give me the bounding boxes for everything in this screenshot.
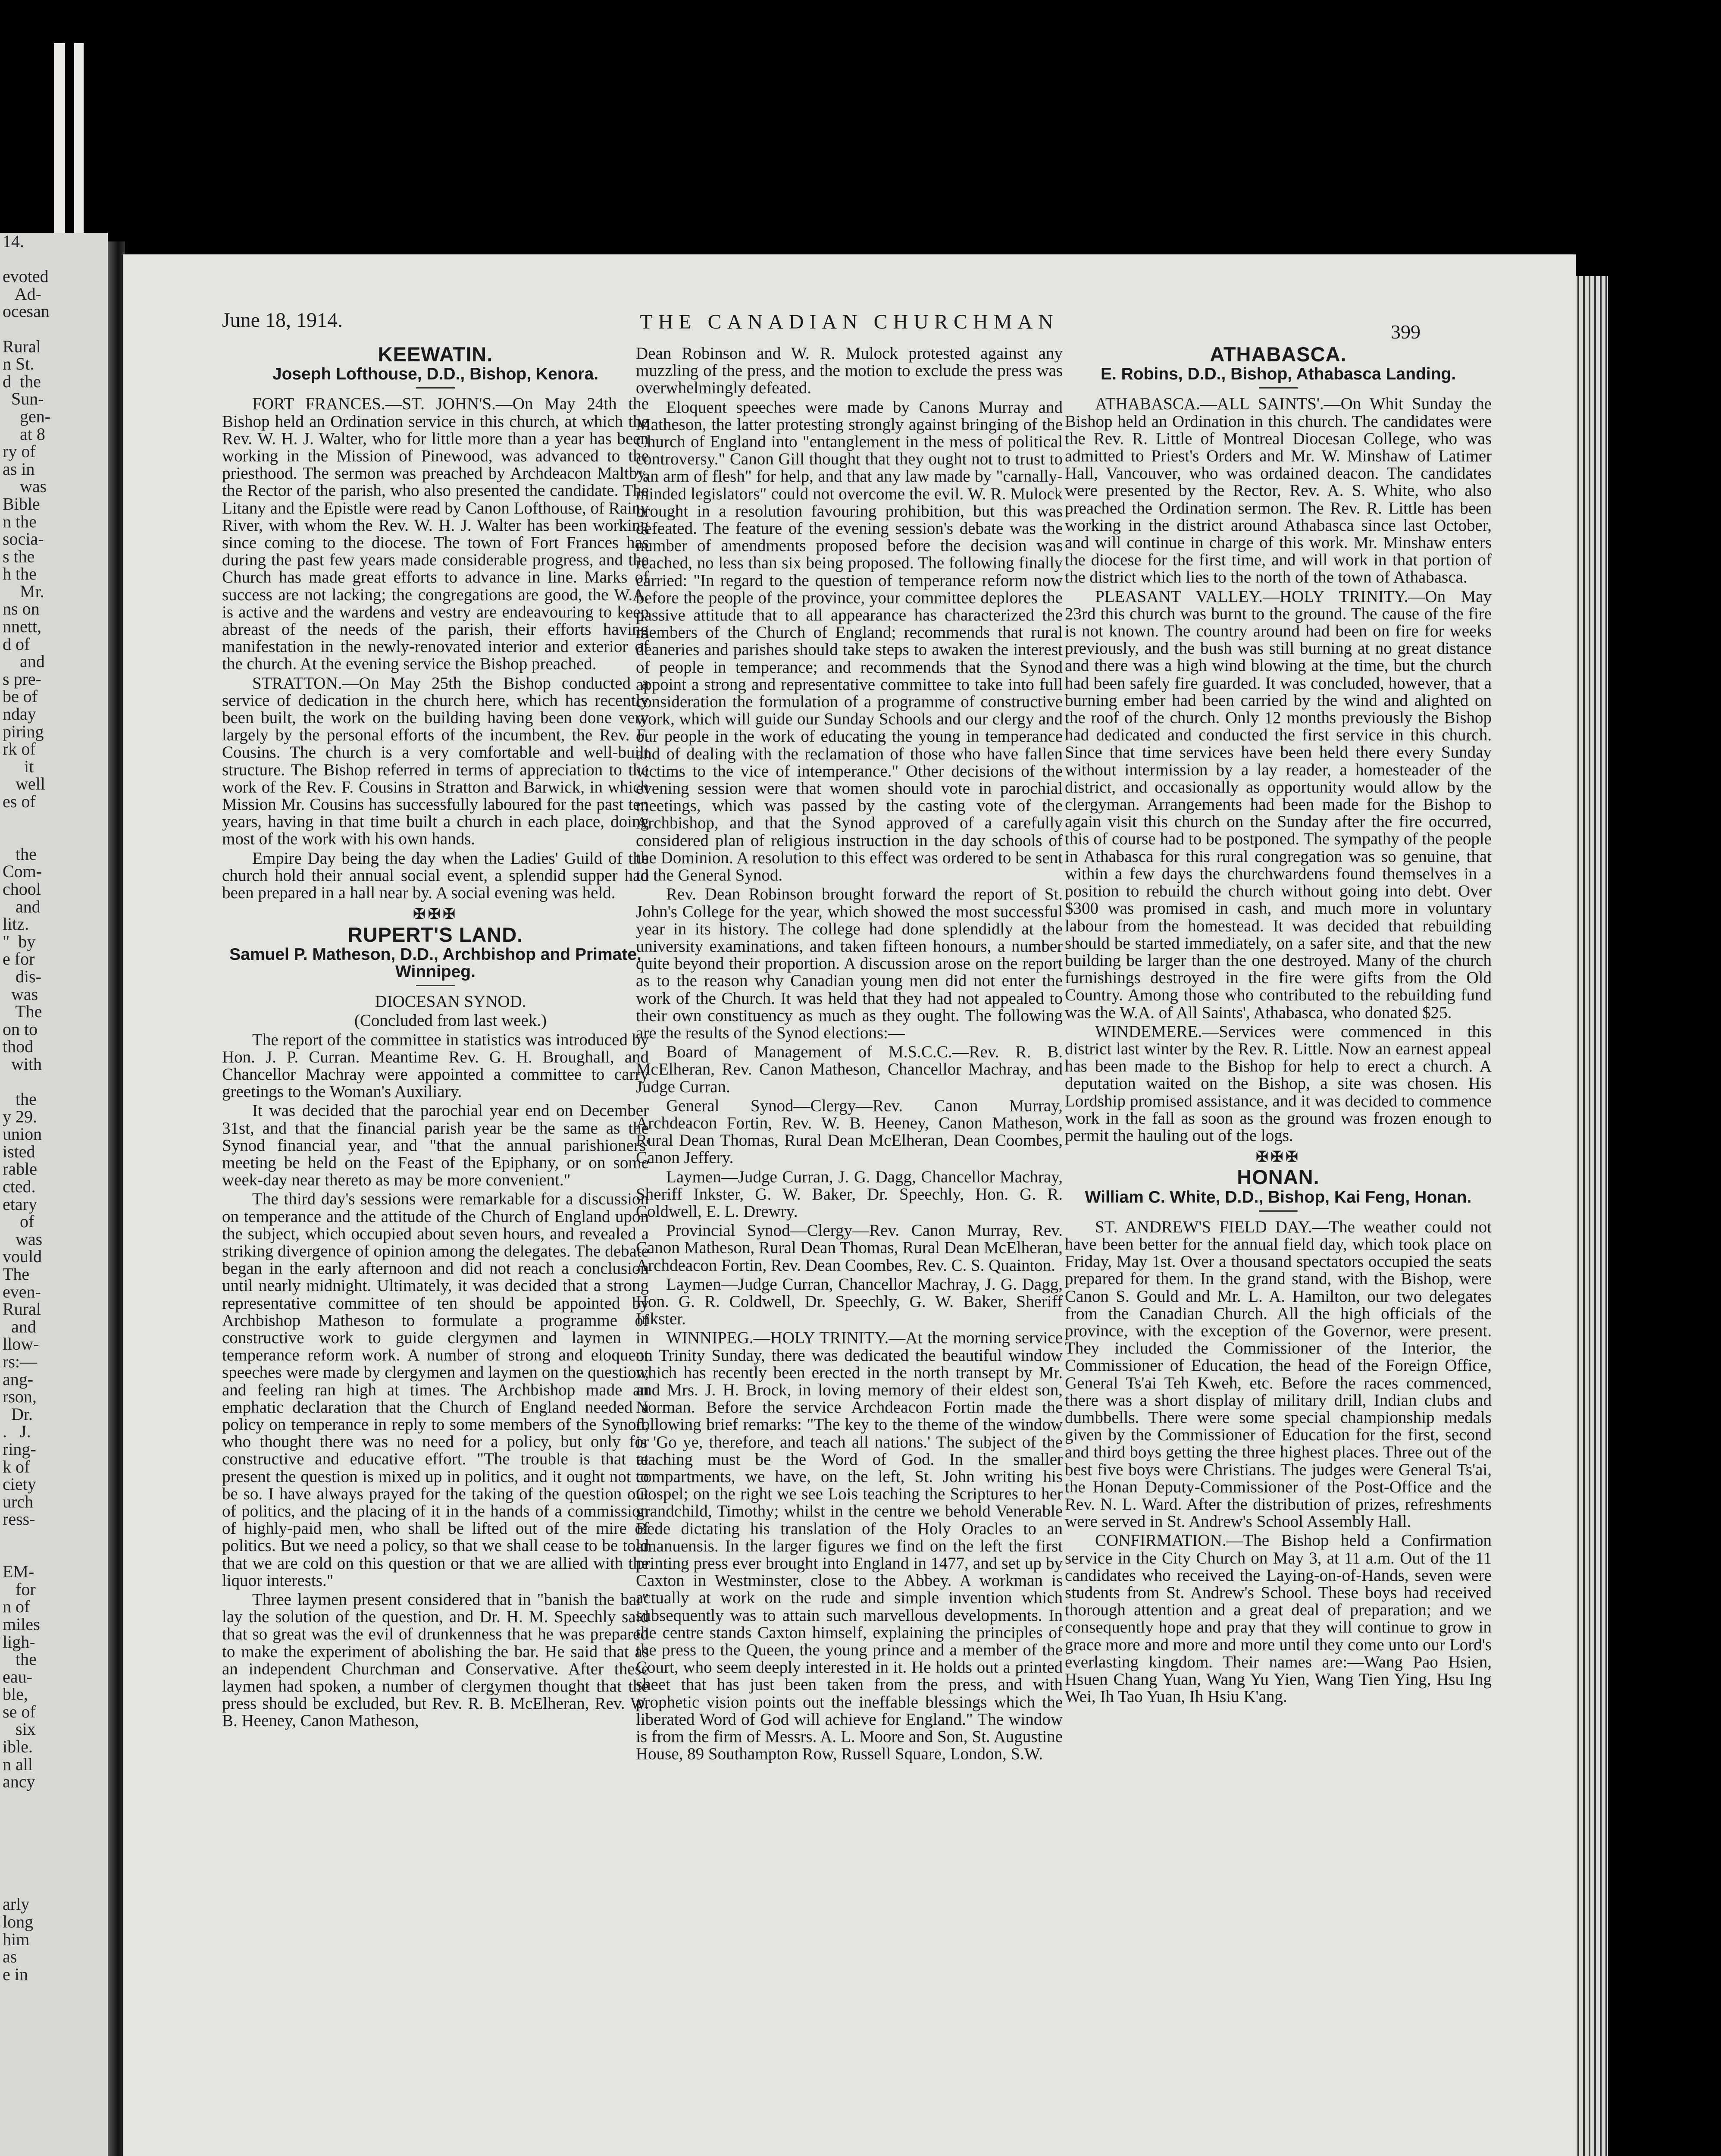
column-2 [636, 345, 1063, 1763]
book-gutter [108, 241, 125, 2156]
column-3 [1065, 345, 1492, 1705]
short-rule [416, 387, 455, 389]
section-title-athabasca: ATHABASCA. [1210, 343, 1347, 366]
page-header [123, 308, 1576, 343]
section-title-keewatin: KEEWATIN. [378, 343, 493, 366]
paragraph: FORT FRANCES.—ST. JOHN'S.—On May 24th the Bishop held an Ordination service in this church, at which the Rev. W. H. J. Walter, who for little more than a year has been working in the Mission of Pinewood, was advanced to the priesthood. The sermon was preached by Archdeacon Maltby, the Rector of the parish, who also presented the candidate. The Litany and the Epistle were read by Canon Lofthouse, of Rainy River, with whom the Rev. W. H. J. Walter has been working since coming to the diocese. The town of Fort Frances has during the past few years made considerable progress, and the Church has made great efforts to advance in line. Marks of success are not lacking; the congregations are good, the W.A. is active and the wardens and vestry are endeavouring to keep abreast of the needs of the parish, their efforts having manifestation in the newly-renovated interior and exterior of the church. At the evening service the Bishop preached. [222, 395, 649, 674]
section-ornament: ✠✠✠ [413, 906, 458, 923]
section-title-ruperts-land: RUPERT'S LAND. [347, 923, 523, 946]
paragraph: WINDEMERE.—Services were commenced in this district last winter by the Rev. R. Little. Now an earnest appeal has been made to the Bishop for help to erect a church. A deputation waited on the Bishop, a site was chosen. His Lordship promised assistance, and it was decided to commence work in the fall as soon as the ground was frozen enough to permit the hauling out of the logs. [1065, 1022, 1492, 1145]
facing-page-text: 14. evoted Ad- ocesan Rural n St. d the Sun- gen- at 8 ry of as in was Bible n the socia- s the h the Mr. ns on nnett, d of and s pre- be of nday piring rk of it well es of the Com- chool and litz. " by e for dis- was The on to thod with the y 29. union isted rable cted. etary of was vould The even- Rural and llow- rs:— ang- rson, Dr. . J. ring- k of ciety urch ress- EM- for n of miles ligh- the eau- ble, se of six ible. n all ancy arly long him as e in [3, 233, 51, 1984]
short-rule [1259, 387, 1298, 389]
short-rule [416, 985, 455, 986]
subhead: DIOCESAN SYNOD. [375, 992, 526, 1011]
paragraph: The report of the committee in statistics was introduced by Hon. J. P. Curran. Meantime Rev. G. H. Broughall, and Chancellor Machray were appointed a committee to carry greetings to the Woman's Auxiliary. [222, 1030, 649, 1101]
section-byline: William C. White, D.D., Bishop, Kai Feng, Honan. [1085, 1188, 1472, 1206]
paragraph: The third day's sessions were remarkable for a discussion on temperance and the attitude of the Church of England upon the subject, which occupied about seven hours, and revealed a striking divergence of opinion among the delegates. The debate began in the early afternoon and did not reach a conclusion until nearly midnight. Ultimately, it was decided that a strong representative committee of ten should be appointed by Archbishop Matheson to formulate a programme of constructive work to guide clergymen and laymen in temperance reform work. A number of strong and eloquent speeches were made by clergymen and laymen on the question, and feeling ran high at times. The Archbishop made an emphatic declaration that the Church of England needed a policy on temperance in reply to some members of the Synod, who thought there was no need for a policy, but only for constructive and educative effort. "The trouble is that at present the question is mixed up in politics, and it ought not to be so. I have always prayed for the taking of the question out of politics, and the placing of it in the hands of a commission of highly-paid men, who shall be lifted out of the mire of politics. But we need a policy, so that we shall cease to be told that we are cold on this question or that we are allied with the liquor interests." [222, 1190, 649, 1590]
paragraph: It was decided that the parochial year end on December 31st, and that the financial parish year be the same as the Synod financial year, and "that the annual parishioners' meeting be held on the Feast of the Epiphany, or on some week-day near thereto as may be more convenient." [222, 1101, 649, 1190]
paragraph: CONFIRMATION.—The Bishop held a Confirmation service in the City Church on May 3, at 11 a.m. Out of the 11 candidates who received the Laying-on-of-Hands, seven were students from St. Andrew's School. These boys had received thorough attention and a great deal of preparation; and we consequently hope and pray that they will continue to grow in grace more and more and more until they come unto our Lord's everlasting kingdom. Their names are:—Wang Pao Hsien, Hsuen Chang Yuan, Wang Yu Yien, Wang Tien Ying, Hsu Ing Wei, Ih Tao Yuan, Ih Hsiu K'ang. [1065, 1531, 1492, 1706]
paragraph: STRATTON.—On May 25th the Bishop conducted a service of dedication in the church here, which has recently been built, the work on the building having been done very largely by the personal efforts of the incumbent, the Rev. F. Cousins. The church is a very comfortable and well-built structure. The Bishop referred in terms of appreciation to the work of the Rev. F. Cousins in Stratton and Barwick, in which Mission Mr. Cousins has successfully laboured for the past ten years, having in that time built a church in each place, doing most of the work with his own hands. [222, 674, 649, 849]
paragraph: Board of Management of M.S.C.C.—Rev. R. B. McElheran, Rev. Canon Matheson, Chancellor Machray, and Judge Curran. [636, 1043, 1063, 1096]
paragraph: Laymen—Judge Curran, Chancellor Machray, J. G. Dagg, Hon. G. R. Coldwell, Dr. Speechly, G. W. Baker, Sheriff Inkster. [636, 1275, 1063, 1329]
paragraph: ST. ANDREW'S FIELD DAY.—The weather could not have been better for the annual field day, which took place on Friday, May 1st. Over a thousand spectators occupied the seats prepared for them. In the grand stand, with the Bishop, were Canon S. Gould and Mr. L. A. Hamilton, our two delegates from the Canadian Church. All the high officials of the province, with the exception of the Governor, were present. They included the Commissioner of the Interior, the Commissioner of Education, the head of the Foreign Office, General Ts'ai Teh Kweh, etc. Before the races commenced, there was a short display of military drill, Indian clubs and dumbbells. There were some special championship medals given by the Commissioner of Education for the first, second and third boys getting the three highest places. Three out of the best five boys were Christians. The judges were General Ts'ai, the Honan Deputy-Commissioner of the Post-Office and the Rev. N. L. Ward. After the distribution of prizes, refreshments were served in St. Andrew's School Assembly Hall. [1065, 1217, 1492, 1531]
facing-page-fragment [0, 233, 108, 2156]
issue-date: June 18, 1914. [222, 309, 343, 332]
column-1 [222, 345, 649, 1730]
section-byline: Samuel P. Matheson, D.D., Archbishop and Primate, Winnipeg. [229, 945, 641, 981]
section-byline: E. Robins, D.D., Bishop, Athabasca Landing. [1100, 365, 1456, 384]
paragraph: ATHABASCA.—ALL SAINTS'.—On Whit Sunday the Bishop held an Ordination in this church. The candidates were the Rev. R. Little of Montreal Diocesan College, who was admitted to Priest's Orders and Mr. W. Minshaw of Latimer Hall, Vancouver, who was ordained deacon. The candidates were presented by the Rector, Rev. A. S. White, who also preached the Ordination sermon. The Rev. R. Little has been working in the district around Athabasca since last October, and will continue in charge of this work. Mr. Minshaw enters the diocese for the first time, and will work in that portion of the district which lies to the north of the town of Athabasca. [1065, 395, 1492, 587]
section-byline: Joseph Lofthouse, D.D., Bishop, Kenora. [272, 365, 599, 384]
paragraph: Provincial Synod—Clergy—Rev. Canon Murray, Rev. Canon Matheson, Rural Dean Thomas, Rural Dean McElheran, Archdeacon Fortin, Rev. Dean Coombes, Rev. C. S. Quainton. [636, 1221, 1063, 1275]
paragraph: PLEASANT VALLEY.—HOLY TRINITY.—On May 23rd this church was burnt to the ground. The cause of the fire is not known. The country around had been on fire for weeks previously, and the bush was still burning at no great distance and there was a high wind blowing at the time, but the church had been safely fire guarded. It was concluded, however, that a burning ember had been carried by the wind and alighted on the roof of the church. Only 12 months previously the Bishop had dedicated and conducted the first service in this church. Since that time services have been held there every Sunday without intermission by a lay reader, a homesteader of the district, and occasionally as opportunity would allow by the clergyman. Arrangements had been made for the Bishop to again visit this church on the Sunday after the fire occurred, this of course had to be postponed. The sympathy of the people in Athabasca for this rural congregation was so genuine, that within a few days the churchwardens found themselves in a position to rebuild the church without going into debt. Over $300 was promised in cash, and much more in voluntary labour from the homestead. It was decided that rebuilding should be started immediately, on a safer site, and that the new building be larger than the one destroyed. Many of the church furnishings destroyed in the fire were gifts from the Old Country. Among those who contributed to the rebuilding fund was the W.A. of All Saints', Athabasca, who donated $25. [1065, 587, 1492, 1022]
short-rule [1259, 1210, 1298, 1212]
page-number: 399 [1391, 321, 1421, 343]
paragraph: Empire Day being the day when the Ladies' Guild of the church hold their annual social event, a splendid supper had been prepared in a hall near by. A social evening was held. [222, 849, 649, 903]
paragraph: General Synod—Clergy—Rev. Canon Murray, Archdeacon Fortin, Rev. W. B. Heeney, Canon Matheson, Rural Dean Thomas, Rural Dean McElheran, Dean Coombes, Canon Jeffery. [636, 1096, 1063, 1167]
paragraph: Laymen—Judge Curran, J. G. Dagg, Chancellor Machray, Sheriff Inkster, G. W. Baker, Dr. Speechly, Hon. G. R. Coldwell, E. L. Drewry. [636, 1167, 1063, 1221]
paragraph: Three laymen present considered that in "banish the bar" lay the solution of the question, and Dr. H. M. Speechly said that so great was the evil of drunkenness that he was prepared to make the experiment of abolishing the bar. He said that as an independent Churchman and Conservative. After these laymen had spoken, a number of clergymen thought that the press should be excluded, but Rev. R. B. McElheran, Rev. W. B. Heeney, Canon Matheson, [222, 1590, 649, 1730]
paragraph: Rev. Dean Robinson brought forward the report of St. John's College for the year, which showed the most successful year in its history. The college had done splendidly at the university examinations, and taken fifteen honours, a number quite beyond their proportion. A discussion arose on the report as to the reason why Canadian young men did not enter the work of the Church. It was held that they had not appealed to their own constituency as much as they ought. The following are the results of the Synod elections:— [636, 885, 1063, 1042]
section-title-honan: HONAN. [1237, 1166, 1320, 1189]
section-ornament: ✠✠✠ [1256, 1149, 1301, 1166]
paragraph: WINNIPEG.—HOLY TRINITY.—At the morning service on Trinity Sunday, there was dedicated the beautiful window which has recently been erected in the north transept by Mr. and Mrs. J. H. Brock, in loving memory of their eldest son, Norman. Before the service Archdeacon Fortin made the following brief remarks: "The key to the theme of the window is 'Go ye, therefore, and teach all nations.' The subject of the teaching must be the Word of God. In the smaller compartments, we have, on the left, St. John writing his Gospel; on the right we see Lois teaching the Scriptures to her grandchild, Timothy; whilst in the centre we behold Venerable Bede dictating his translation of the Holy Oracles to an amanuensis. In the larger figures we find on the left the first printing press ever brought into England in 1477, and set up by Caxton in Westminster, close to the Abbey. A workman is actually at work on the rude and simple invention which subsequently was to attain such marvellous developments. In the centre stands Caxton himself, explaining the principles of the press to the Queen, the young prince and a member of the Court, who seem deeply interested in it. He holds out a printed sheet that has just been taken from the press, and with prophetic vision points out the ineffable blessings which the liberated Word of God will achieve for England." The window is from the firm of Messrs. A. L. Moore and Son, St. Augustine House, 89 Southampton Row, Russell Square, London, S.W. [636, 1329, 1063, 1764]
paragraph: Dean Robinson and W. R. Mulock protested against any muzzling of the press, and the motion to exclude the press was overwhelmingly defeated. [636, 344, 1063, 398]
page-edges [1574, 276, 1608, 2156]
newspaper-page [123, 254, 1576, 2156]
paragraph: Eloquent speeches were made by Canons Murray and Matheson, the latter protesting strongly against bringing of the Church of England into "entanglement in the mess of political controversy." Canon Gill thought that they ought not to trust to "an arm of flesh" for help, and that any law made by "carnally-minded legislators" could not overcome the evil. W. R. Mulock brought in a resolution favouring prohibition, but this was defeated. The feature of the evening session's debate was the number of amendments proposed before the decision was reached, no less than six being proposed. The following finally carried: "In regard to the question of temperance reform now before the people of the province, your committee deplores the passive attitude that to all appearance has characterized the members of the Church of England; recommends that rural deaneries and parishes should take steps to awaken the interest of people in temperance; and recommends that the Synod appoint a strong and representative committee to take into full consideration the formulation of a programme of constructive work, which will guide our Sunday Schools and our clergy and our people in the work of educating the young in temperance and of dealing with the reclamation of those who have fallen victims to the vice of intemperance." Other decisions of the evening session were that women should vote in parochial meetings, which was passed by the casting vote of the Archbishop, and that the Synod approved of a carefully considered plan of religious instruction in the day schools of the Dominion. A resolution to this effect was ordered to be sent to the General Synod. [636, 398, 1063, 885]
continued-note: (Concluded from last week.) [354, 1011, 547, 1030]
newspaper-title: THE CANADIAN CHURCHMAN [640, 310, 1059, 333]
